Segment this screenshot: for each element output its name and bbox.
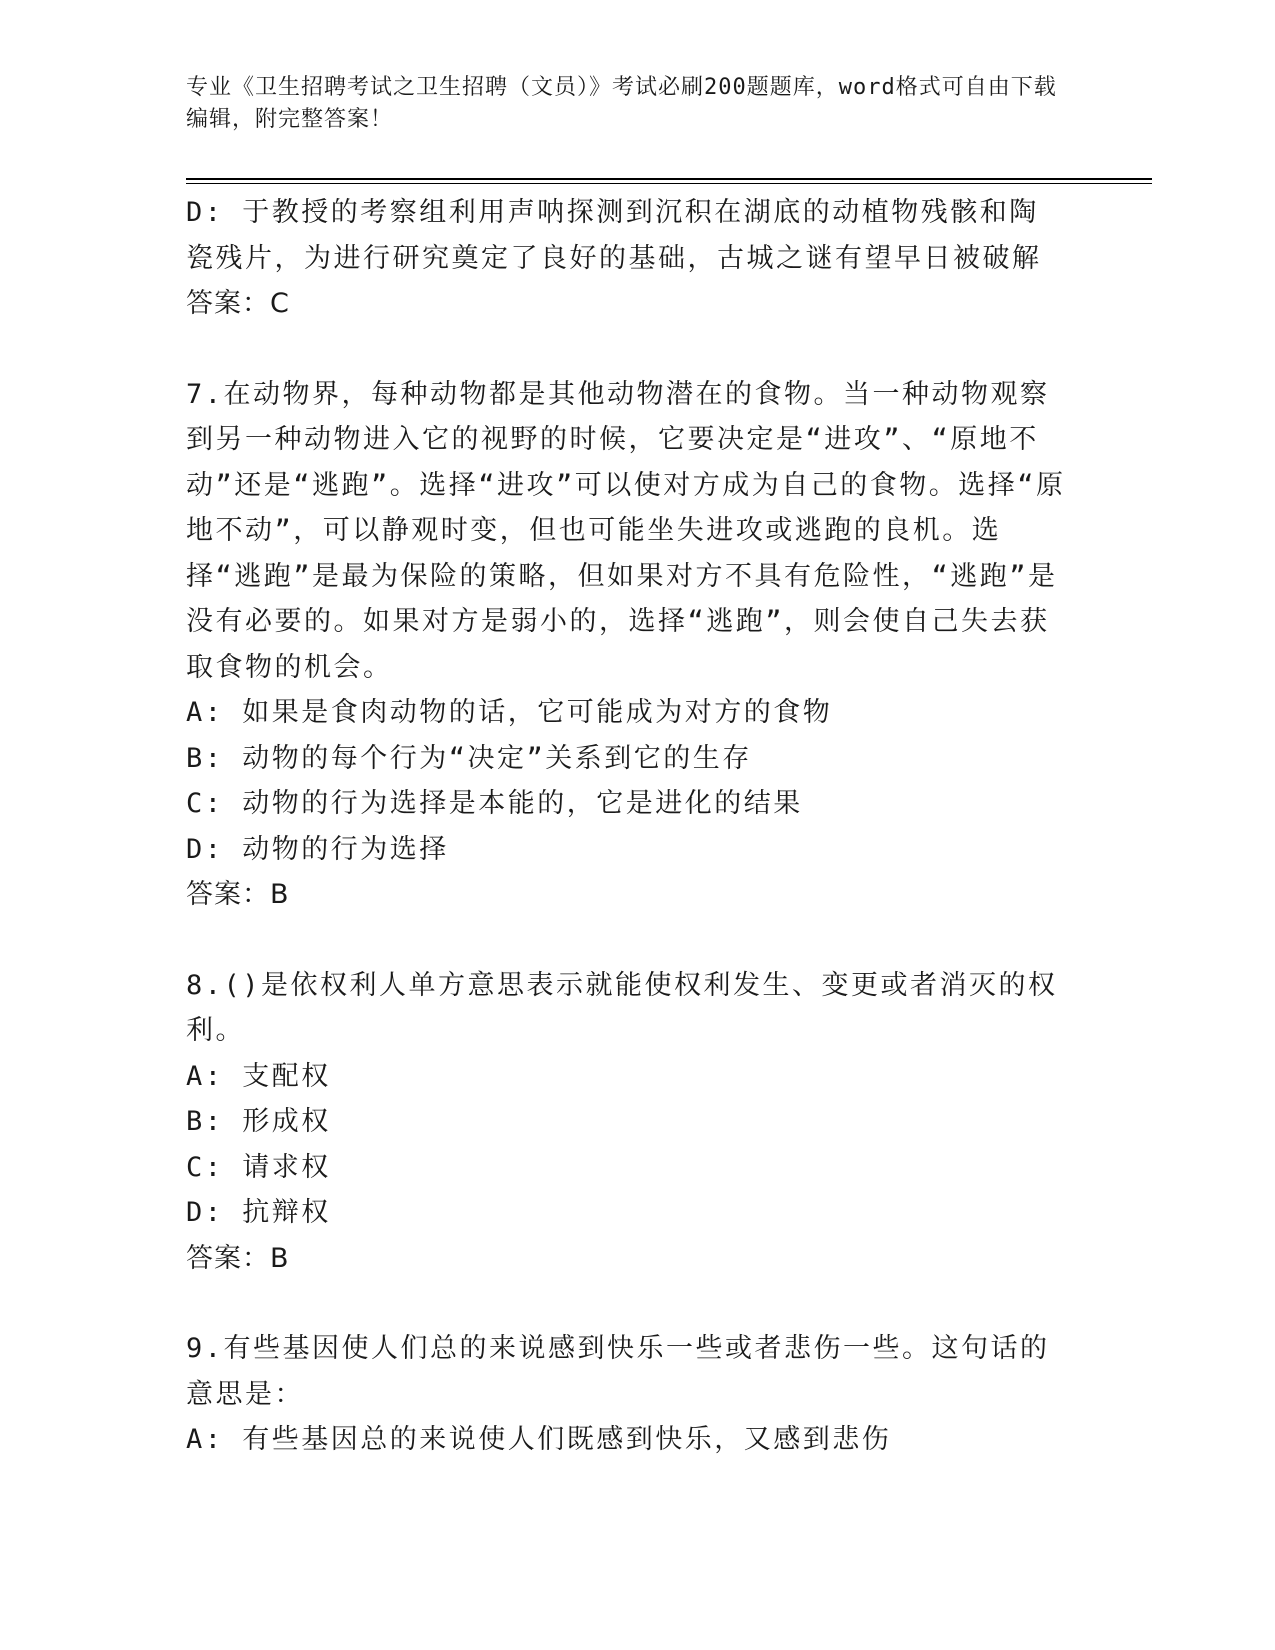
q9-option-a: A: 有些基因总的来说使人们既感到快乐，又感到悲伤: [186, 1424, 892, 1455]
question-content: [186, 190, 1066, 1463]
q7-answer: 答案：B: [186, 879, 290, 910]
spacer: [186, 327, 1066, 372]
q7-option-b: B: 动物的每个行为“决定”关系到它的生存: [186, 742, 752, 774]
spacer: [186, 918, 1066, 963]
prev-answer: 答案：C: [186, 288, 290, 319]
q7-option-d: D: 动物的行为选择: [186, 833, 449, 865]
q7-stem: 7.在动物界，每种动物都是其他动物潜在的食物。当一种动物观察到另一种动物进入它的视野的时候，它要决定是“进攻”、“原地不动”还是“逃跑”。选择“进攻”可以使对方成为自己的食物。选择“原地不动”，可以静观时变，但也可能坐失进攻或逃跑的良机。选择“逃跑”是最为保险的策略，但如果对方不具有危险性，“逃跑”是没有必要的。如果对方是弱小的，选择“逃跑”，则会使自己失去获取食物的机会。: [186, 378, 1066, 683]
q7-option-a: A: 如果是食肉动物的话，它可能成为对方的食物: [186, 697, 833, 728]
q9-stem: 9.有些基因使人们总的来说感到快乐一些或者悲伤一些。这句话的意思是：: [186, 1333, 1050, 1410]
q7-option-c: C: 动物的行为选择是本能的，它是进化的结果: [186, 788, 803, 819]
q8-stem: 8.()是依权利人单方意思表示就能使权利发生、变更或者消灭的权利。: [186, 969, 1058, 1046]
q8-option-d: D: 抗辩权: [186, 1197, 331, 1228]
q8-option-b: B: 形成权: [186, 1106, 331, 1137]
prev-option-d: D: 于教授的考察组利用声呐探测到沉积在湖底的动植物残骸和陶瓷残片，为进行研究奠定了良好的基础，古城之谜有望早日被破解: [186, 197, 1042, 274]
header-rule-thin: [186, 183, 1152, 184]
spacer: [186, 1281, 1066, 1326]
header-rule-thick: [186, 178, 1152, 180]
q8-option-a: A: 支配权: [186, 1060, 331, 1092]
page-header: 专业《卫生招聘考试之卫生招聘（文员）》考试必刷200题题库，word格式可自由下载编辑，附完整答案！: [186, 75, 1057, 132]
q8-answer: 答案：B: [186, 1242, 290, 1274]
q8-option-c: C: 请求权: [186, 1151, 331, 1183]
